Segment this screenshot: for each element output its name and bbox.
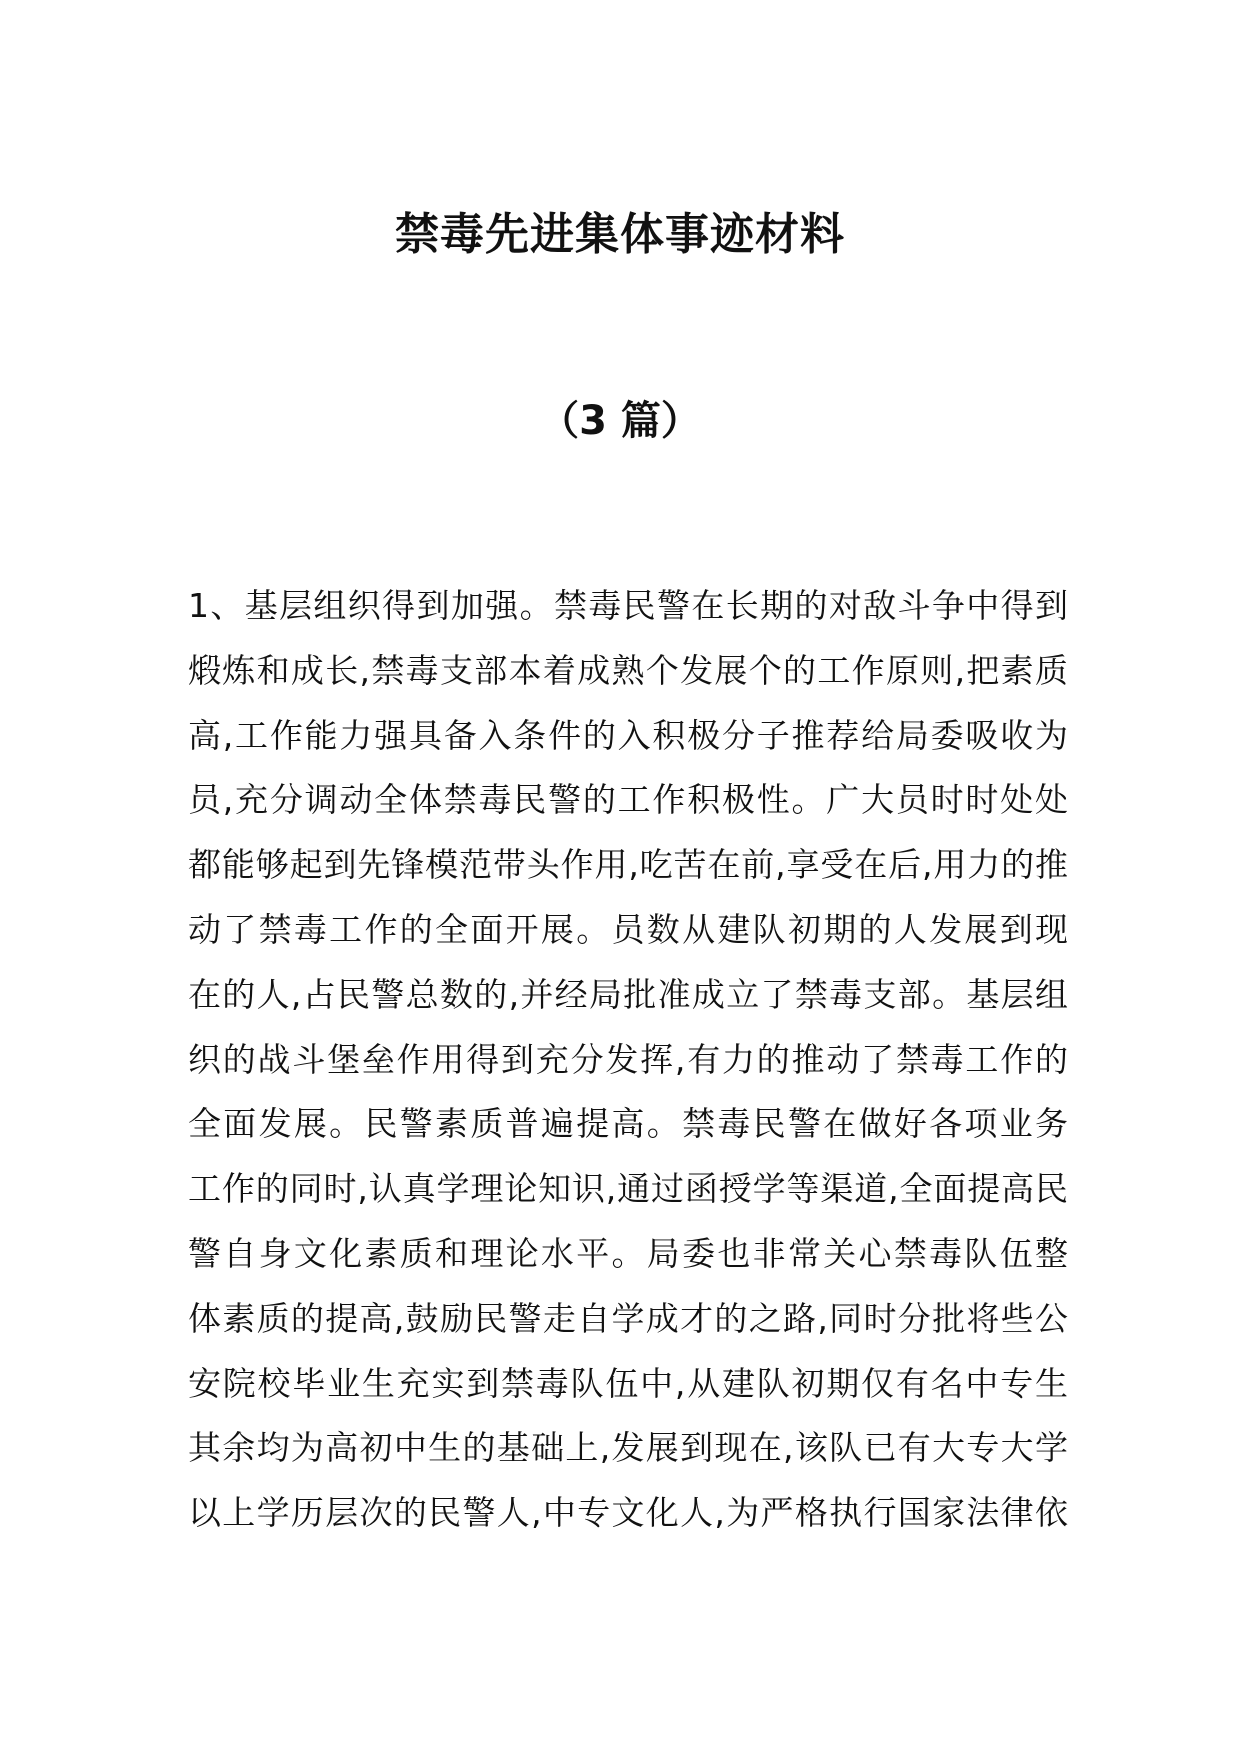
body-line: 煅炼和成长,禁毒支部本着成熟个发展个的工作原则,把素质: [188, 650, 1068, 690]
body-line: 安院校毕业生充实到禁毒队伍中,从建队初期仅有名中专生: [188, 1363, 1068, 1403]
body-line: 其余均为高初中生的基础上,发展到现在,该队已有大专大学: [188, 1428, 1068, 1468]
body-line: 以上学历层次的民警人,中专文化人,为严格执行国家法律依: [188, 1493, 1068, 1533]
body-line: 织的战斗堡垒作用得到充分发挥,有力的推动了禁毒工作的: [188, 1039, 1068, 1079]
document-subtitle: （3 篇）: [539, 398, 701, 444]
body-line: 高,工作能力强具备入条件的入积极分子推荐给局委吸收为: [188, 715, 1068, 755]
body-line: 警自身文化素质和理论水平。局委也非常关心禁毒队伍整: [188, 1233, 1068, 1273]
body-paragraph: [188, 574, 1068, 1546]
body-line: 体素质的提高,鼓励民警走自学成才的之路,同时分批将些公: [188, 1298, 1068, 1338]
document-title: 禁毒先进集体事迹材料: [395, 209, 845, 260]
body-line: 全面发展。民警素质普遍提高。禁毒民警在做好各项业务: [188, 1104, 1068, 1144]
body-line: 动了禁毒工作的全面开展。员数从建队初期的人发展到现: [188, 909, 1068, 949]
body-line: 员,充分调动全体禁毒民警的工作积极性。广大员时时处处: [188, 780, 1068, 820]
body-line: 都能够起到先锋模范带头作用,吃苦在前,享受在后,用力的推: [188, 845, 1068, 885]
body-line: 工作的同时,认真学理论知识,通过函授学等渠道,全面提高民: [188, 1169, 1068, 1209]
body-line: 1、基层组织得到加强。禁毒民警在长期的对敌斗争中得到: [188, 586, 1068, 625]
body-line: 在的人,占民警总数的,并经局批准成立了禁毒支部。基层组: [188, 974, 1068, 1014]
